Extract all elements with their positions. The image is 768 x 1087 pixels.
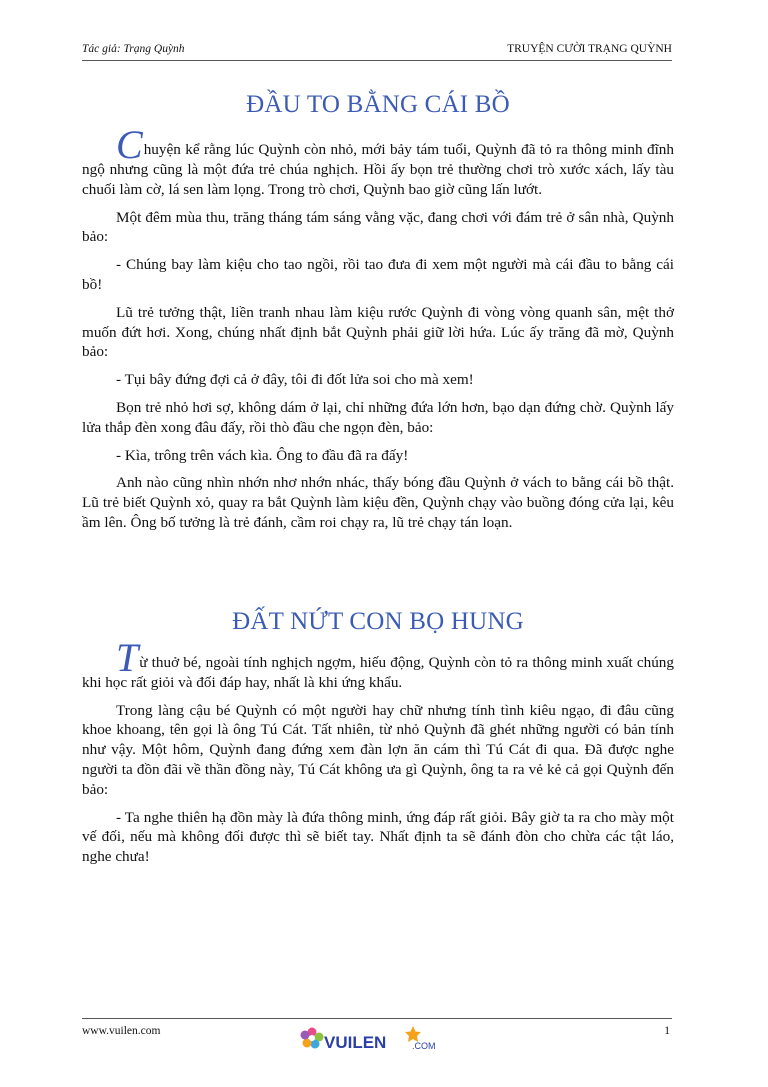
story-paragraph: Trong làng cậu bé Quỳnh có một người hay chữ nhưng tính tình kiêu ngạo, đi đâu cũng khoe khoang, tên gọi là ông Tú Cát. Tất nhiên, từ nhỏ Quỳnh đã ghét những người có bản tính như vậy. Một hôm, Quỳnh đang đứng xem đàn lợn ăn cám thì Tú Cát đi qua. Đã được nghe người ta đồn đãi về thần đồng này, Tú Cát không ưa gì Quỳnh, ông ta ra vẻ kẻ cả gọi Quỳnh đến bảo: <box>82 701 674 798</box>
story-dau-to <box>82 90 674 533</box>
story-paragraph: Lũ trẻ tưởng thật, liền tranh nhau làm kiệu rước Quỳnh đi vòng vòng quanh sân, mệt thở muốn đứt hơi. Xong, chúng nhất định bắt Quỳnh phải giữ lời hứa. Lúc ấy trăng đã mờ, Quỳnh bảo: <box>82 303 674 361</box>
page-header <box>82 40 672 61</box>
paragraph-text: ừ thuở bé, ngoài tính nghịch ngợm, hiếu động, Quỳnh còn tỏ ra thông minh xuất chúng khi học rất giỏi và đối đáp hay, nhất là khi ứng khẩu. <box>82 653 674 691</box>
story-paragraph: Anh nào cũng nhìn nhớn nhơ nhớn nhác, thấy bóng đầu Quỳnh ở vách to bằng cái bồ thật. Lũ trẻ biết Quỳnh xỏ, quay ra bắt Quỳnh làm kiệu đền, Quỳnh chạy vào buồng đóng cửa lại, kêu ầm lên. Ông bố tưởng là trẻ đánh, cầm roi chạy ra, lũ trẻ chạy tán loạn. <box>82 474 674 531</box>
flower-icon <box>301 1028 324 1049</box>
story-title: ĐẦU TO BẰNG CÁI BỒ <box>246 91 510 118</box>
story-paragraph: - Tụi bây đứng đợi cả ở đây, tôi đi đốt lửa soi cho mà xem! <box>116 371 474 389</box>
logo-text: VUILEN <box>324 1033 387 1052</box>
story-paragraph: - Ta nghe thiên hạ đồn mày là đứa thông minh, ứng đáp rất giỏi. Bây giờ ta ra cho mày một vế đối, nếu mà không đối được thì sẽ biết tay. Nhất định ta sẽ đánh đòn cho chừa các tật láo, nghe chưa! <box>82 808 674 866</box>
story-paragraph <box>82 634 674 693</box>
footer-url[interactable]: www.vuilen.com <box>82 1025 161 1037</box>
story-paragraph: - Kìa, trông trên vách kìa. Ông to đầu đã ra đấy! <box>116 446 409 464</box>
page-number: 1 <box>664 1025 670 1037</box>
author-label: Tác giả: Trạng Quỳnh <box>82 43 185 55</box>
vuilen-logo <box>300 1023 460 1057</box>
drop-cap: T <box>116 634 139 680</box>
story-paragraph: Bọn trẻ nhỏ hơi sợ, không dám ở lại, chỉ những đứa lớn hơn, bạo dạn đứng chờ. Quỳnh lấy lửa thắp đèn xong đâu đấy, rồi thò đầu che ngọn đèn, bảo: <box>82 398 674 436</box>
page-footer <box>82 1018 672 1063</box>
story-dat-nut <box>82 607 674 867</box>
drop-cap: C <box>116 122 143 167</box>
logo-suffix: .COM <box>412 1041 436 1051</box>
story-paragraph <box>82 122 674 200</box>
story-title: ĐẤT NỨT CON BỌ HUNG <box>232 607 524 635</box>
paragraph-text: huyện kể rằng lúc Quỳnh còn nhỏ, mới bảy tám tuổi, Quỳnh đã tỏ ra thông minh đĩnh ngộ nhưng cũng là một đứa trẻ chúa nghịch. Hồi ấy bọn trẻ thường chơi trò xước xách, lấy tàu chuối làm cờ, lá sen làm lọng. Trong trò chơi, Quỳnh bao giờ cũng lấn lướt. <box>82 141 674 198</box>
story-paragraph: Một đêm mùa thu, trăng tháng tám sáng vằng vặc, đang chơi với đám trẻ ở sân nhà, Quỳnh bảo: <box>82 208 674 246</box>
book-title: TRUYỆN CƯỜI TRẠNG QUỲNH <box>507 43 672 55</box>
story-paragraph: - Chúng bay làm kiệu cho tao ngồi, rồi tao đưa đi xem một người mà cái đầu to bằng cái bồ! <box>82 256 674 293</box>
star-icon <box>405 1026 421 1042</box>
page-content <box>82 90 674 875</box>
